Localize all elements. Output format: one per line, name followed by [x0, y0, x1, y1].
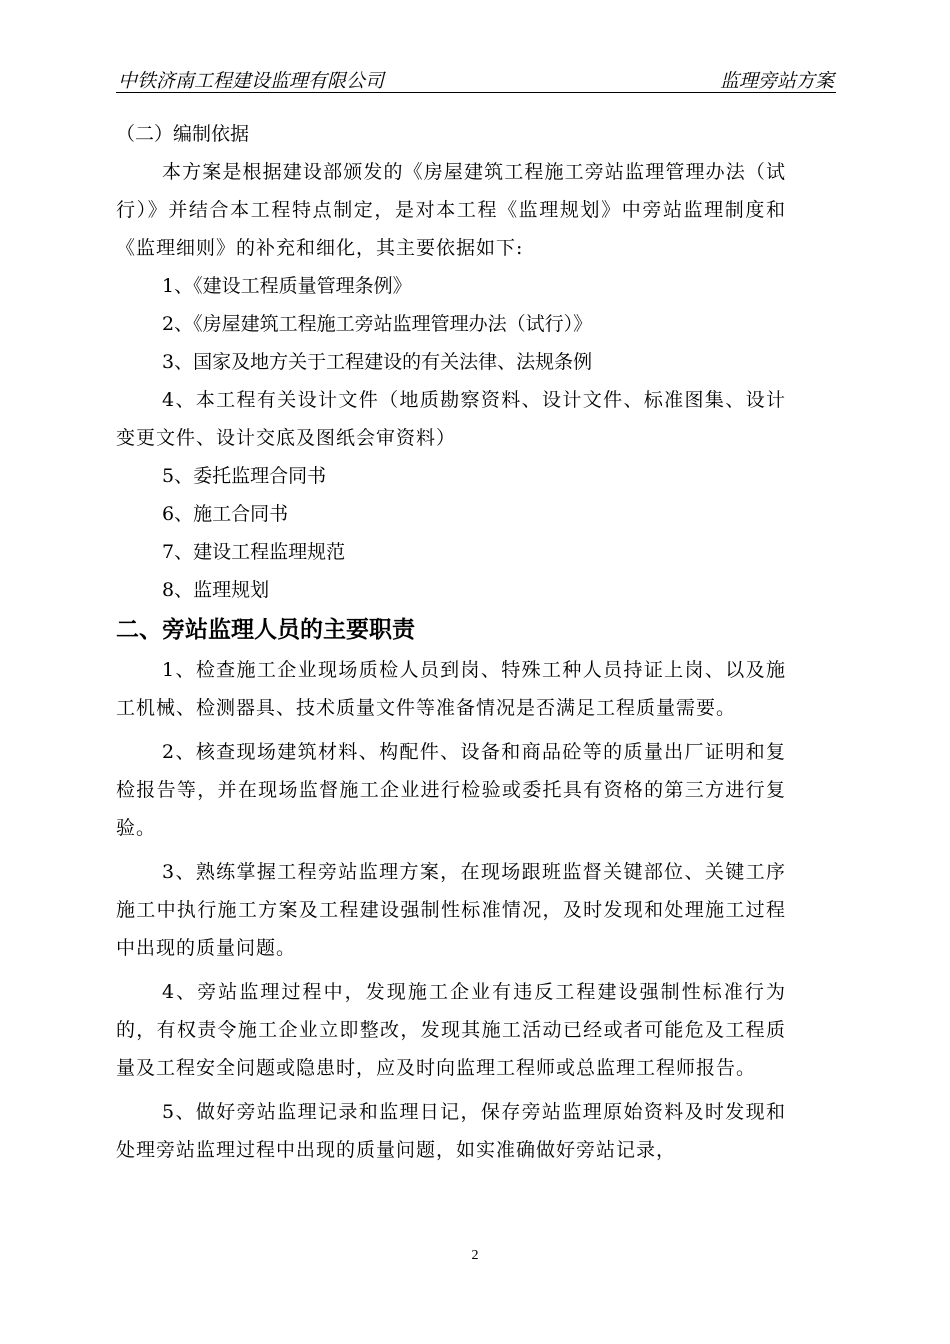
basis-item: 5、委托监理合同书	[162, 465, 327, 487]
section-title-duties: 二、旁站监理人员的主要职责	[116, 617, 415, 643]
basis-item: 7、建设工程监理规范	[162, 541, 346, 563]
duty-paragraph: 3、熟练掌握工程旁站监理方案，在现场跟班监督关键部位、关键工序施工中执行施工方案及工程建设强制性标准情况，及时发现和处理施工过程中出现的质量问题。	[116, 861, 786, 959]
header-document-title: 监理旁站方案	[719, 70, 834, 92]
basis-item: 2、《房屋建筑工程施工旁站监理管理办法（试行）》	[162, 313, 593, 335]
basis-item: 3、国家及地方关于工程建设的有关法律、法规条例	[162, 351, 593, 373]
basis-heading: （二）编制依据	[116, 123, 250, 145]
page-header	[116, 64, 836, 93]
header-company-name: 中铁济南工程建设监理有限公司	[118, 70, 385, 92]
page-number: 2	[471, 1248, 479, 1263]
duty-paragraph: 1、检查施工企业现场质检人员到岗、特殊工种人员持证上岗、以及施工机械、检测器具、技术质量文件等准备情况是否满足工程质量需要。	[116, 659, 786, 719]
basis-intro: 本方案是根据建设部颁发的《房屋建筑工程施工旁站监理管理办法（试行）》并结合本工程特点制定，是对本工程《监理规划》中旁站监理制度和《监理细则》的补充和细化，其主要依据如下:	[116, 161, 786, 259]
basis-item: 4、本工程有关设计文件（地质勘察资料、设计文件、标准图集、设计变更文件、设计交底及图纸会审资料）	[116, 389, 786, 449]
basis-item: 8、监理规划	[162, 579, 270, 601]
duty-paragraph: 2、核查现场建筑材料、构配件、设备和商品砼等的质量出厂证明和复检报告等，并在现场监督施工企业进行检验或委托具有资格的第三方进行复验。	[116, 741, 786, 839]
basis-item: 1、《建设工程质量管理条例》	[162, 275, 412, 297]
duty-paragraph: 4、旁站监理过程中，发现施工企业有违反工程建设强制性标准行为的，有权责令施工企业立即整改，发现其施工活动已经或者可能危及工程质量及工程安全问题或隐患时，应及时向监理工程师或总监理工程师报告。	[116, 981, 786, 1079]
basis-item: 6、施工合同书	[162, 503, 289, 525]
document-body	[116, 115, 786, 1169]
duty-paragraph: 5、做好旁站监理记录和监理日记，保存旁站监理原始资料及时发现和处理旁站监理过程中出现的质量问题，如实准确做好旁站记录，	[116, 1101, 786, 1161]
